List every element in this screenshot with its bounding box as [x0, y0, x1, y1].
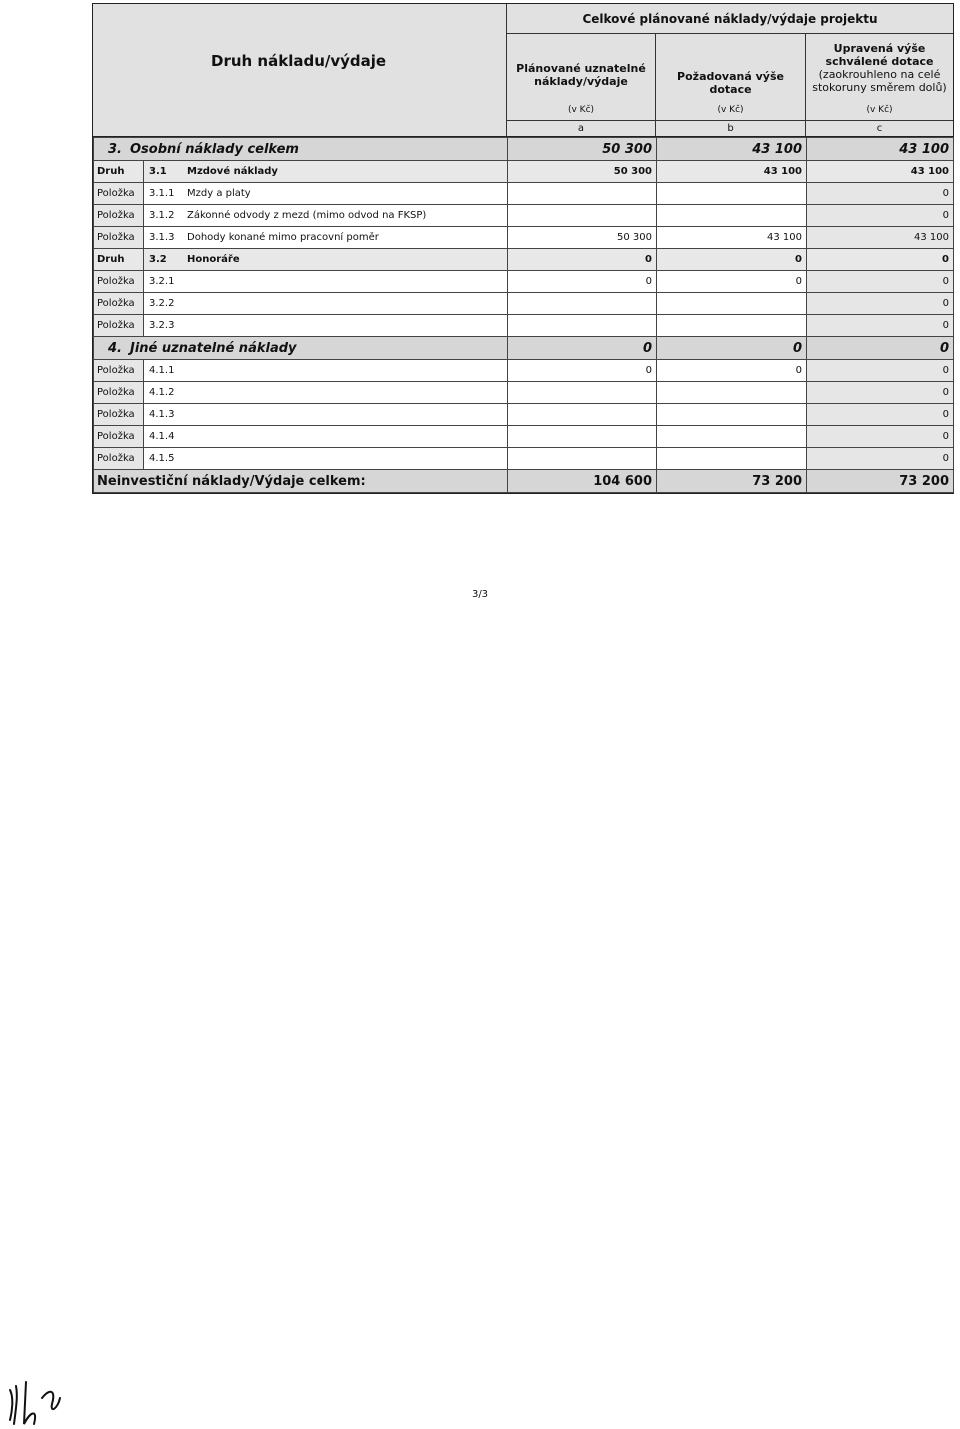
table-row: [94, 360, 954, 382]
section-heading: [94, 337, 508, 360]
row-code: 3.2.3: [149, 320, 175, 331]
row-code: 3.2.1: [149, 276, 175, 287]
row-kind: Druh: [94, 161, 144, 183]
row-code: 3.1: [149, 166, 167, 177]
row-description: [144, 382, 508, 404]
row-value-a: 50 300: [508, 161, 657, 183]
row-value-c: 0: [807, 249, 954, 271]
row-description: [144, 404, 508, 426]
row-description: [144, 161, 508, 183]
table-row: [94, 382, 954, 404]
header-column-c-line1: Upravená výše: [833, 42, 926, 55]
row-description: [144, 315, 508, 337]
table-row: [94, 138, 954, 161]
row-code: 3.: [108, 141, 122, 157]
row-value-c: 0: [807, 360, 954, 382]
row-value-a: 0: [508, 249, 657, 271]
total-label: Neinvestiční náklady/Výdaje celkem:: [94, 470, 508, 493]
section-heading: [94, 138, 508, 161]
header-column-c-line4: stokoruny směrem dolů): [812, 81, 947, 94]
row-label: Honoráře: [187, 254, 240, 265]
row-value-a: [508, 315, 657, 337]
row-description: [144, 448, 508, 470]
row-value-c: 43 100: [807, 138, 954, 161]
budget-table: [92, 3, 954, 494]
row-label: Mzdy a platy: [187, 188, 251, 199]
row-value-b: 0: [657, 271, 807, 293]
header-column-a-line2: náklady/výdaje: [534, 75, 628, 88]
row-value-b: 0: [657, 249, 807, 271]
row-value-b: [657, 205, 807, 227]
row-value-b: [657, 404, 807, 426]
header-column-a: [507, 34, 656, 136]
header-column-a-unit: (v Kč): [567, 105, 595, 115]
table-row: [94, 404, 954, 426]
row-value-b: 43 100: [657, 227, 807, 249]
row-value-b: 0: [657, 360, 807, 382]
row-kind: Položka: [94, 404, 144, 426]
row-value-c: 0: [807, 205, 954, 227]
table-row: [94, 249, 954, 271]
row-label: Zákonné odvody z mezd (mimo odvod na FKSP): [187, 210, 427, 221]
row-value-c: 43 100: [807, 227, 954, 249]
header-column-a-line1: Plánované uznatelné: [516, 62, 646, 75]
header-column-c-letter: c: [806, 120, 953, 137]
row-kind: Položka: [94, 227, 144, 249]
row-value-b: [657, 315, 807, 337]
row-value-a: [508, 404, 657, 426]
row-value-c: 0: [807, 382, 954, 404]
page-number: 3/3: [471, 589, 489, 600]
budget-rows: [93, 137, 954, 493]
row-label: Jiné uznatelné náklady: [129, 340, 297, 356]
row-value-a: 0: [508, 271, 657, 293]
row-description: [144, 271, 508, 293]
row-description: [144, 249, 508, 271]
row-value-b: 43 100: [657, 138, 807, 161]
row-description: [144, 426, 508, 448]
row-kind: Druh: [94, 249, 144, 271]
table-row: [94, 205, 954, 227]
row-value-a: [508, 183, 657, 205]
row-code: 3.1.3: [149, 232, 175, 243]
total-value-b: 73 200: [657, 470, 807, 493]
row-code: 4.1.5: [149, 453, 175, 464]
row-code: 3.2.2: [149, 298, 175, 309]
header-column-c-line2: schválené dotace: [825, 55, 934, 68]
row-description: [144, 293, 508, 315]
row-value-a: 0: [508, 360, 657, 382]
row-value-c: 0: [807, 448, 954, 470]
row-value-a: [508, 426, 657, 448]
row-code: 3.1.1: [149, 188, 175, 199]
table-row: [94, 161, 954, 183]
row-value-c: 0: [807, 315, 954, 337]
row-label: Mzdové náklady: [187, 166, 278, 177]
row-value-c: 0: [807, 404, 954, 426]
row-label: Osobní náklady celkem: [129, 141, 299, 157]
row-description: [144, 205, 508, 227]
header-column-c: [806, 34, 953, 136]
row-code: 4.1.2: [149, 387, 175, 398]
row-kind: Položka: [94, 426, 144, 448]
row-value-c: 0: [807, 293, 954, 315]
row-code: 4.1.3: [149, 409, 175, 420]
header-column-c-unit: (v Kč): [866, 105, 893, 115]
row-value-c: 43 100: [807, 161, 954, 183]
header-column-b-letter: b: [656, 120, 805, 137]
total-value-a: 104 600: [508, 470, 657, 493]
row-value-b: 43 100: [657, 161, 807, 183]
row-description: [144, 183, 508, 205]
header-column-b-line1: Požadovaná výše dotace: [677, 70, 784, 96]
row-value-c: 0: [807, 337, 954, 360]
row-kind: Položka: [94, 360, 144, 382]
header-column-a-letter: a: [507, 120, 655, 137]
row-value-a: [508, 448, 657, 470]
header-title-cell: [93, 4, 507, 136]
header-title: Druh nákladu/výdaje: [211, 52, 387, 70]
table-row: [94, 293, 954, 315]
row-value-a: 50 300: [508, 138, 657, 161]
row-label: Dohody konané mimo pracovní poměr: [187, 232, 379, 243]
row-value-b: [657, 448, 807, 470]
table-row: [94, 183, 954, 205]
row-value-c: 0: [807, 183, 954, 205]
row-kind: Položka: [94, 293, 144, 315]
row-code: 4.1.4: [149, 431, 175, 442]
row-value-b: [657, 183, 807, 205]
row-kind: Položka: [94, 183, 144, 205]
row-code: 4.1.1: [149, 365, 175, 376]
header-column-b-unit: (v Kč): [717, 105, 744, 115]
row-kind: Položka: [94, 271, 144, 293]
row-value-b: [657, 382, 807, 404]
table-header: [93, 4, 953, 137]
header-column-b: [656, 34, 806, 136]
table-row: [94, 315, 954, 337]
row-value-b: [657, 293, 807, 315]
total-value-c: 73 200: [807, 470, 954, 493]
row-value-c: 0: [807, 271, 954, 293]
header-column-c-line3: (zaokrouhleno na celé: [818, 68, 941, 81]
row-value-c: 0: [807, 426, 954, 448]
row-kind: Položka: [94, 315, 144, 337]
table-row: [94, 337, 954, 360]
row-kind: Položka: [94, 382, 144, 404]
row-kind: Položka: [94, 205, 144, 227]
row-code: 3.2: [149, 254, 167, 265]
row-kind: Položka: [94, 448, 144, 470]
row-value-a: [508, 293, 657, 315]
table-row: [94, 271, 954, 293]
row-code: 3.1.2: [149, 210, 175, 221]
signature-mark: [4, 1368, 114, 1428]
row-value-a: 0: [508, 337, 657, 360]
row-code: 4.: [108, 340, 122, 356]
rows-body: [94, 138, 954, 470]
table-row: [94, 448, 954, 470]
table-row: [94, 426, 954, 448]
row-value-b: 0: [657, 337, 807, 360]
row-value-b: [657, 426, 807, 448]
table-row: [94, 227, 954, 249]
total-row: [94, 470, 954, 493]
row-value-a: 50 300: [508, 227, 657, 249]
row-value-a: [508, 205, 657, 227]
row-description: [144, 227, 508, 249]
row-value-a: [508, 382, 657, 404]
header-group-title: Celkové plánované náklady/výdaje projektu: [507, 4, 953, 34]
row-description: [144, 360, 508, 382]
